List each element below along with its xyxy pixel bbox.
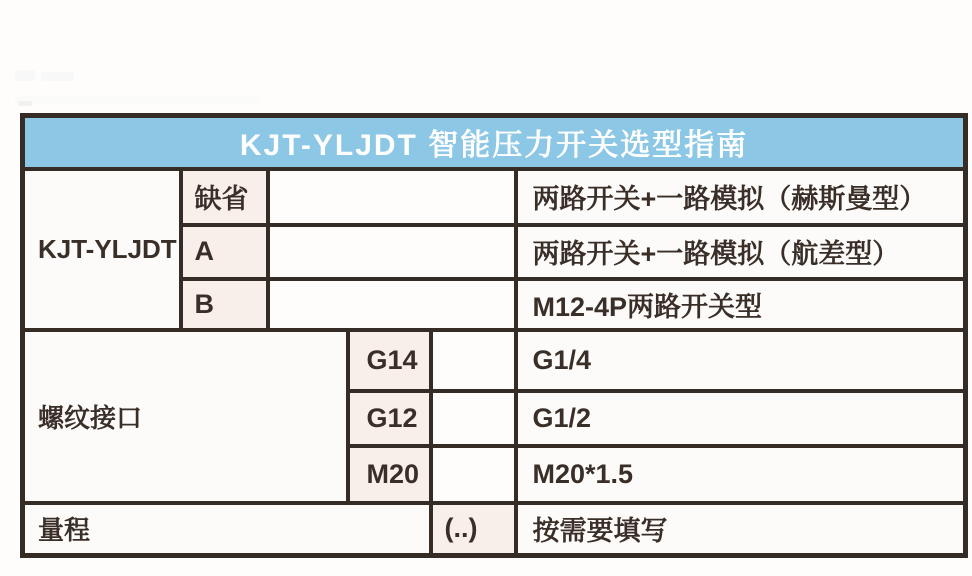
thread-interface-label: 螺纹接口 [23,330,348,503]
model-value-cell-b [268,279,516,330]
range-desc: 按需要填写 [516,503,966,556]
table-title: KJT-YLJDT 智能压力开关选型指南 [23,116,966,169]
thread-desc-m20: M20*1.5 [516,446,966,503]
thread-desc-g14: G1/4 [516,330,966,391]
range-label: 量程 [23,503,431,556]
model-code-a: A [181,225,268,279]
watermark-remnant [18,101,32,106]
model-desc-b: M12-4P两路开关型 [516,279,966,330]
watermark-remnant [41,72,74,81]
model-code-default: 缺省 [181,169,268,225]
model-desc-a: 两路开关+一路模拟（航差型） [516,225,966,279]
pressure-switch-selection-table [20,113,968,558]
range-code: (..) [431,503,516,556]
thread-value-cell-g14 [431,330,516,391]
thread-value-cell-g12 [431,391,516,446]
thread-value-cell-m20 [431,446,516,503]
thread-desc-g12: G1/2 [516,391,966,446]
model-desc-default: 两路开关+一路模拟（赫斯曼型） [516,169,966,225]
thread-code-m20: M20 [348,446,431,503]
watermark-remnant [15,70,35,81]
thread-code-g14: G14 [348,330,431,391]
thread-code-g12: G12 [348,391,431,446]
model-series-label: KJT-YLJDT [23,169,181,330]
watermark-remnant [15,95,260,105]
model-code-b: B [181,279,268,330]
model-value-cell-default [268,169,516,225]
model-value-cell-a [268,225,516,279]
